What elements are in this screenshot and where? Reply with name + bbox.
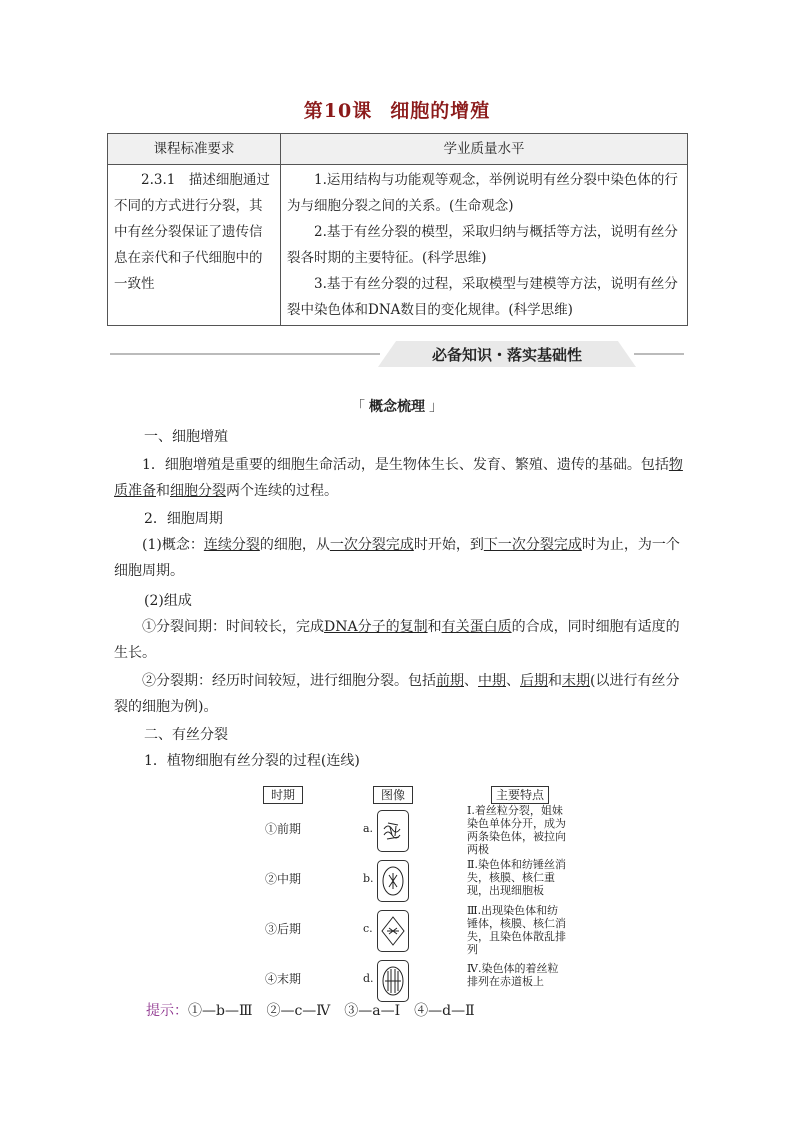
quality-item: 1.运用结构与功能观等观念，举例说明有丝分裂中染色体的行为与细胞分裂之间的关系。(生命观念) — [287, 172, 678, 214]
paragraph-division-phase: ②分裂期：经历时间较短，进行细胞分裂。包括前期、中期、后期和末期(以进行有丝分裂的细胞为例)。 — [114, 673, 680, 715]
paragraph-interphase: ①分裂间期：时间较长，完成DNA分子的复制和有关蛋白质的合成，同时细胞有适度的生长。 — [114, 619, 680, 661]
letter-a: a. — [363, 822, 374, 835]
hint-text: ①—b—Ⅲ ②—c—Ⅳ ③—a—Ⅰ ④—d—Ⅱ — [188, 1003, 475, 1019]
table-header-row — [108, 134, 688, 165]
feature-I: Ⅰ.着丝粒分裂，姐妹染色单体分开，成为两条染色体，被拉向两极 — [467, 804, 566, 856]
quality-item: 2.基于有丝分裂的模型，采取归纳与概括等方法，说明有丝分裂各时期的主要特征。(科学思维) — [287, 224, 678, 266]
paragraph-cycle-concept: (1)概念：连续分裂的细胞，从一次分裂完成时开始，到下一次分裂完成时为止，为一个细胞周期。 — [114, 537, 680, 579]
letter-c: c. — [363, 922, 373, 935]
period-anaphase: ③后期 — [265, 922, 302, 936]
period-telophase: ④末期 — [265, 972, 302, 986]
heading-cell-cycle: 2．细胞周期 — [144, 511, 223, 527]
period-metaphase: ②中期 — [265, 872, 302, 886]
cell-image-a — [377, 810, 409, 852]
quality-item: 3.基于有丝分裂的过程，采取模型与建模等方法，说明有丝分裂中染色体和DNA数目的变化规律。(科学思维) — [287, 276, 678, 318]
paragraph-proliferation: 1．细胞增殖是重要的细胞生命活动，是生物体生长、发育、繁殖、遗传的基础。包括物质准备和细胞分裂两个连续的过程。 — [114, 457, 683, 499]
feature-II: Ⅱ.染色体和纺锤丝消失，核膜、核仁重现，出现细胞板 — [467, 858, 566, 897]
header-quality: 学业质量水平 — [281, 134, 688, 165]
period-prophase: ①前期 — [265, 822, 302, 836]
feature-III: Ⅲ.出现染色体和纺锤体，核膜、核仁消失，且染色体散乱排列 — [467, 904, 566, 956]
header-period: 时期 — [263, 786, 303, 804]
heading-mitosis: 二、有丝分裂 — [144, 727, 228, 743]
mitosis-matching-figure — [255, 782, 565, 994]
heading-plant-mitosis: 1．植物细胞有丝分裂的过程(连线) — [144, 753, 360, 769]
cell-image-d — [377, 960, 409, 1002]
table-row — [108, 165, 688, 326]
heading-composition: (2)组成 — [144, 593, 192, 609]
hint-answers — [146, 1000, 475, 1020]
letter-b: b. — [363, 872, 374, 885]
hint-label: 提示： — [146, 1003, 188, 1019]
header-feature: 主要特点 — [491, 786, 549, 804]
header-curriculum: 课程标准要求 — [108, 134, 281, 165]
letter-d: d. — [363, 972, 374, 985]
curriculum-requirement: 2.3.1 描述细胞通过不同的方式进行分裂，其中有丝分裂保证了遗传信息在亲代和子代细胞中的一致性 — [108, 165, 281, 326]
header-image: 图像 — [373, 786, 413, 804]
page-title: 第10课 细胞的增殖 — [303, 100, 491, 122]
feature-IV: Ⅳ.染色体的着丝粒排列在赤道板上 — [467, 962, 559, 988]
standards-table — [107, 133, 688, 326]
quality-levels — [281, 165, 688, 326]
section-banner — [110, 341, 684, 367]
banner-rule-right — [634, 353, 684, 355]
concept-heading: 「 概念梳理 」 — [351, 399, 443, 415]
banner-rule-left — [110, 353, 380, 355]
heading-cell-proliferation: 一、细胞增殖 — [144, 429, 228, 445]
banner-label: 必备知识・落实基础性 — [431, 346, 582, 364]
cell-image-b — [377, 860, 409, 902]
cell-image-c — [377, 910, 409, 952]
